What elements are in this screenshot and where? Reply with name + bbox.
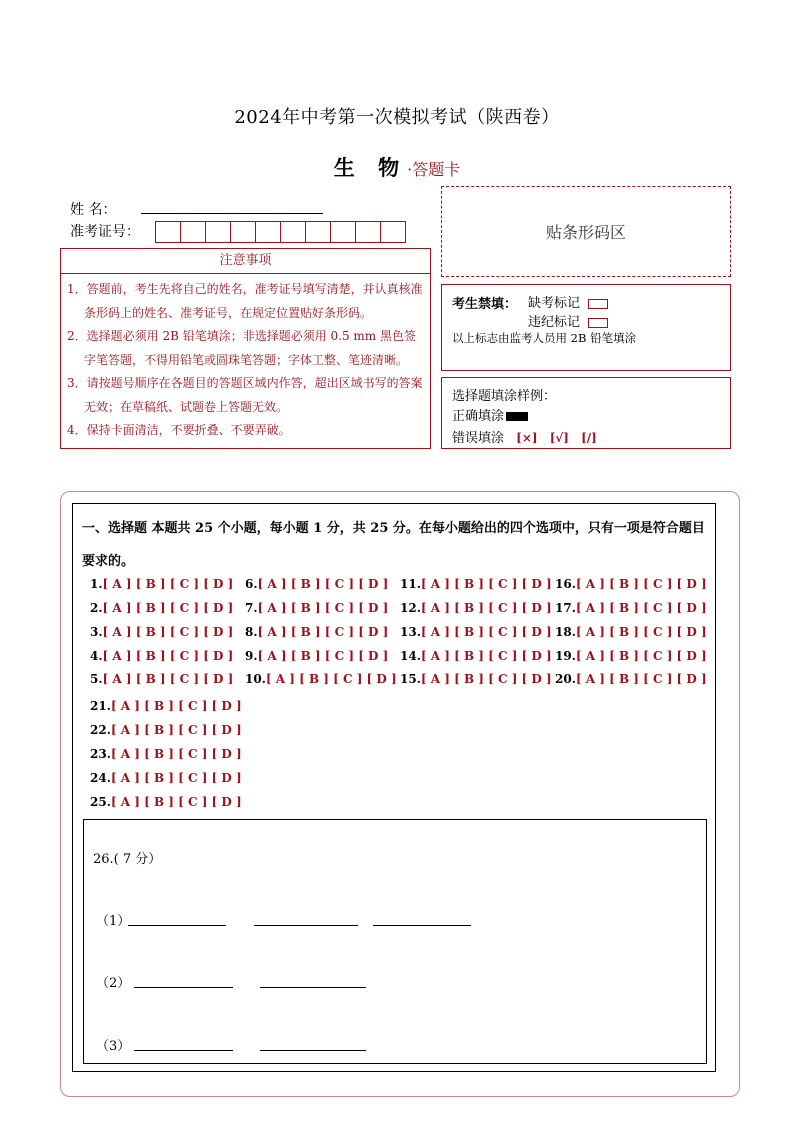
id-cell[interactable] (355, 221, 381, 243)
q26-part2-label: （2） (96, 976, 131, 991)
q26-part1-blank-b[interactable] (254, 925, 358, 926)
correct-fill-label: 正确填涂 (452, 409, 505, 424)
q26-part2-blank-b[interactable] (260, 987, 366, 988)
choice-question-15[interactable]: 15.[ A ] [ B ] [ C ] [ D ] (400, 672, 552, 686)
wrong-fill (452, 427, 597, 446)
q26-part1-label: （1） (96, 914, 131, 929)
violation-mark-box[interactable] (588, 318, 608, 328)
id-cell[interactable] (155, 221, 181, 243)
choice-question-13[interactable]: 13.[ A ] [ B ] [ C ] [ D ] (400, 625, 552, 639)
q26-part1-blank-a[interactable] (128, 925, 226, 926)
choice-question-14[interactable]: 14.[ A ] [ B ] [ C ] [ D ] (400, 649, 552, 663)
wrong-fill-label: 错误填涂 (452, 431, 505, 446)
choice-question-4[interactable]: 4.[ A ] [ B ] [ C ] [ D ] (90, 649, 234, 663)
question-26-title: 26.( 7 分） (93, 852, 162, 867)
q26-part2-blank-a[interactable] (134, 987, 233, 988)
q26-part3-label: （3） (96, 1039, 131, 1054)
choice-question-6[interactable]: 6.[ A ] [ B ] [ C ] [ D ] (245, 577, 389, 591)
choice-question-12[interactable]: 12.[ A ] [ B ] [ C ] [ D ] (400, 601, 552, 615)
wrong-example-slash: [/] (581, 431, 597, 445)
violation-mark-label: 违纪标记 (528, 315, 581, 330)
id-cell[interactable] (330, 221, 356, 243)
choice-question-3[interactable]: 3.[ A ] [ B ] [ C ] [ D ] (90, 625, 234, 639)
section1-heading: 一、选择题 本题共 25 个小题，每小题 1 分，共 25 分。在每小题给出的四个选项中，只有一项是符合题目要求的。 (82, 521, 705, 569)
name-field[interactable] (141, 213, 323, 214)
forbidden-label: 考生禁填： (452, 297, 518, 312)
choice-question-22[interactable]: 22.[ A ] [ B ] [ C ] [ D ] (90, 723, 242, 737)
question-26-box (83, 819, 707, 1064)
answer-sheet-label: ·答题卡 (407, 160, 461, 179)
choice-question-7[interactable]: 7.[ A ] [ B ] [ C ] [ D ] (245, 601, 389, 615)
filled-mark-icon (506, 412, 528, 421)
q26-part3-blank-a[interactable] (134, 1050, 233, 1051)
choice-question-23[interactable]: 23.[ A ] [ B ] [ C ] [ D ] (90, 747, 242, 761)
choice-question-19[interactable]: 19.[ A ] [ B ] [ C ] [ D ] (555, 649, 707, 663)
absent-mark (528, 292, 608, 311)
choice-question-20[interactable]: 20.[ A ] [ B ] [ C ] [ D ] (555, 672, 707, 686)
id-cell[interactable] (255, 221, 281, 243)
fill-sample-heading: 选择题填涂样例： (452, 389, 557, 404)
choice-question-11[interactable]: 11.[ A ] [ B ] [ C ] [ D ] (400, 577, 552, 591)
note-item: 3．请按题号顺序在各题目的答题区域内作答，超出区域书写的答案无效；在草稿纸、试题卷上答题无效。 (67, 376, 423, 414)
id-cell[interactable] (305, 221, 331, 243)
choice-question-18[interactable]: 18.[ A ] [ B ] [ C ] [ D ] (555, 625, 707, 639)
fill-sample-box (441, 377, 731, 449)
id-label: 准考证号： (70, 224, 140, 240)
barcode-area (441, 186, 731, 277)
wrong-example-check: [√] (549, 431, 569, 445)
choice-question-17[interactable]: 17.[ A ] [ B ] [ C ] [ D ] (555, 601, 707, 615)
wrong-example-cross: [×] (516, 431, 538, 445)
choice-question-9[interactable]: 9.[ A ] [ B ] [ C ] [ D ] (245, 649, 389, 663)
q26-part1-blank-c[interactable] (373, 925, 471, 926)
notes-heading: 注意事项 (61, 249, 430, 274)
choice-question-2[interactable]: 2.[ A ] [ B ] [ C ] [ D ] (90, 601, 234, 615)
name-label: 姓 名： (70, 202, 117, 218)
barcode-area-label: 贴条形码区 (545, 223, 626, 242)
exam-title: 2024年中考第一次模拟考试（陕西卷） (234, 107, 560, 128)
proctor-note: 以上标志由监考人员用 2B 铅笔填涂 (452, 331, 637, 345)
choice-question-5[interactable]: 5.[ A ] [ B ] [ C ] [ D ] (90, 672, 234, 686)
subject-heading (0, 152, 794, 182)
note-item: 2．选择题必须用 2B 铅笔填涂；非选择题必须用 0.5 mm 黑色签字笔答题，不得用铅笔或圆珠笔答题；字体工整、笔迹清晰。 (67, 329, 417, 367)
note-item: 1．答题前，考生先将自己的姓名，准考证号填写清楚，并认真核准条形码上的姓名、准考证号，在规定位置贴好条形码。 (67, 282, 423, 320)
absent-mark-box[interactable] (588, 299, 608, 309)
choice-question-8[interactable]: 8.[ A ] [ B ] [ C ] [ D ] (245, 625, 389, 639)
id-cell[interactable] (380, 221, 406, 243)
id-cell[interactable] (280, 221, 306, 243)
id-cell[interactable] (230, 221, 256, 243)
correct-fill (452, 405, 528, 424)
exam-id-field[interactable] (155, 221, 405, 243)
id-cell[interactable] (180, 221, 206, 243)
violation-mark (528, 311, 608, 330)
choice-question-25[interactable]: 25.[ A ] [ B ] [ C ] [ D ] (90, 795, 242, 809)
notes-box (60, 248, 431, 449)
note-item: 4．保持卡面清洁，不要折叠、不要弄破。 (67, 423, 291, 437)
q26-part3-blank-b[interactable] (260, 1050, 366, 1051)
choice-question-24[interactable]: 24.[ A ] [ B ] [ C ] [ D ] (90, 771, 242, 785)
choice-question-16[interactable]: 16.[ A ] [ B ] [ C ] [ D ] (555, 577, 707, 591)
choice-question-1[interactable]: 1.[ A ] [ B ] [ C ] [ D ] (90, 577, 234, 591)
absent-mark-label: 缺考标记 (528, 296, 581, 311)
forbidden-marks-box (441, 284, 731, 371)
choice-question-10[interactable]: 10.[ A ] [ B ] [ C ] [ D ] (245, 672, 397, 686)
subject-name: 生 物 (333, 155, 408, 180)
id-cell[interactable] (205, 221, 231, 243)
choice-question-21[interactable]: 21.[ A ] [ B ] [ C ] [ D ] (90, 699, 242, 713)
